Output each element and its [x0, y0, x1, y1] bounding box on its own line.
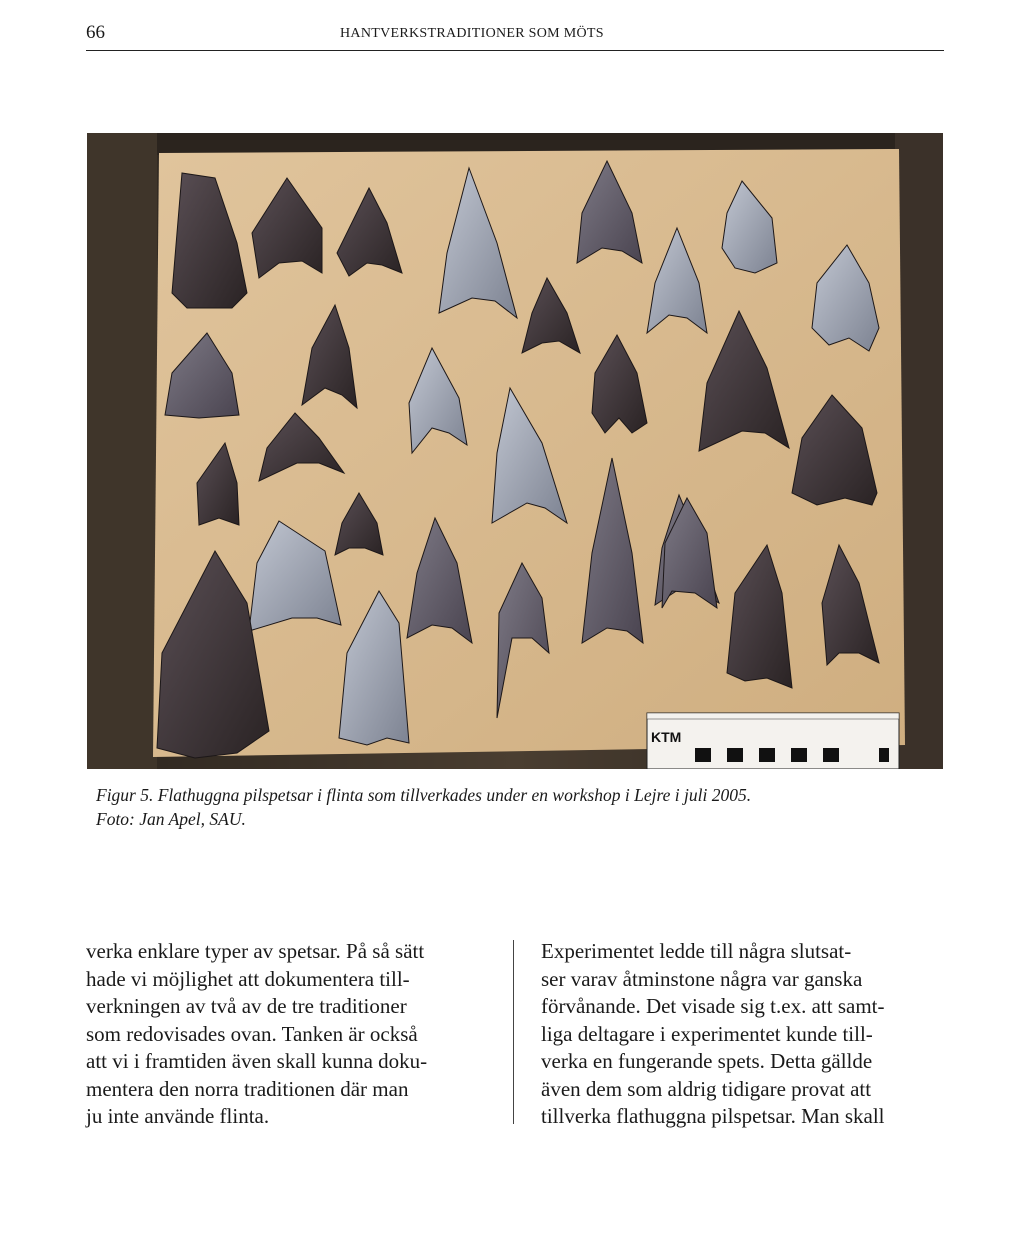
running-head: HANTVERKSTRADITIONER SOM MÖTS — [340, 26, 604, 41]
body-line: ju inte använde flinta. — [86, 1104, 270, 1128]
body-line: mentera den norra traditionen där man — [86, 1076, 409, 1101]
scale-bar — [647, 713, 899, 769]
body-line: som redovisades ovan. Tanken är också — [86, 1021, 418, 1046]
body-line: att vi i framtiden även skall kunna doku- — [86, 1049, 428, 1073]
body-line: verkningen av två av de tre traditioner — [86, 994, 407, 1018]
body-line: förvånande. Det visade sig t.ex. att samt- — [541, 994, 885, 1018]
scale-label: KTM — [651, 729, 682, 745]
right-column — [541, 938, 941, 1131]
page-number: 66 — [86, 22, 105, 43]
caption-line: Foto: Jan Apel, SAU. — [96, 809, 246, 829]
body-line: ser varav åtminstone några var ganska — [541, 966, 863, 991]
body-line: hade vi möjlighet att dokumentera till- — [86, 966, 410, 991]
header-rule — [86, 50, 944, 51]
body-line: även dem som aldrig tidigare provat att — [541, 1076, 872, 1101]
body-line: verka enklare typer av spetsar. På så sätt — [86, 939, 425, 963]
figure-photo — [87, 133, 943, 769]
column-divider — [513, 940, 514, 1124]
body-line: verka en fungerande spets. Detta gällde — [541, 1049, 873, 1073]
caption-line: Figur 5. Flathuggna pilspetsar i flinta som tillverkades under en workshop i Lejre i juli 2005. — [96, 785, 752, 805]
left-column — [86, 938, 486, 1131]
body-line: Experimentet ledde till några slutsat- — [541, 939, 852, 963]
body-line: liga deltagare i experimentet kunde till- — [541, 1021, 873, 1046]
body-line: tillverka flathuggna pilspetsar. Man skall — [541, 1104, 885, 1128]
figure-caption — [96, 783, 916, 831]
